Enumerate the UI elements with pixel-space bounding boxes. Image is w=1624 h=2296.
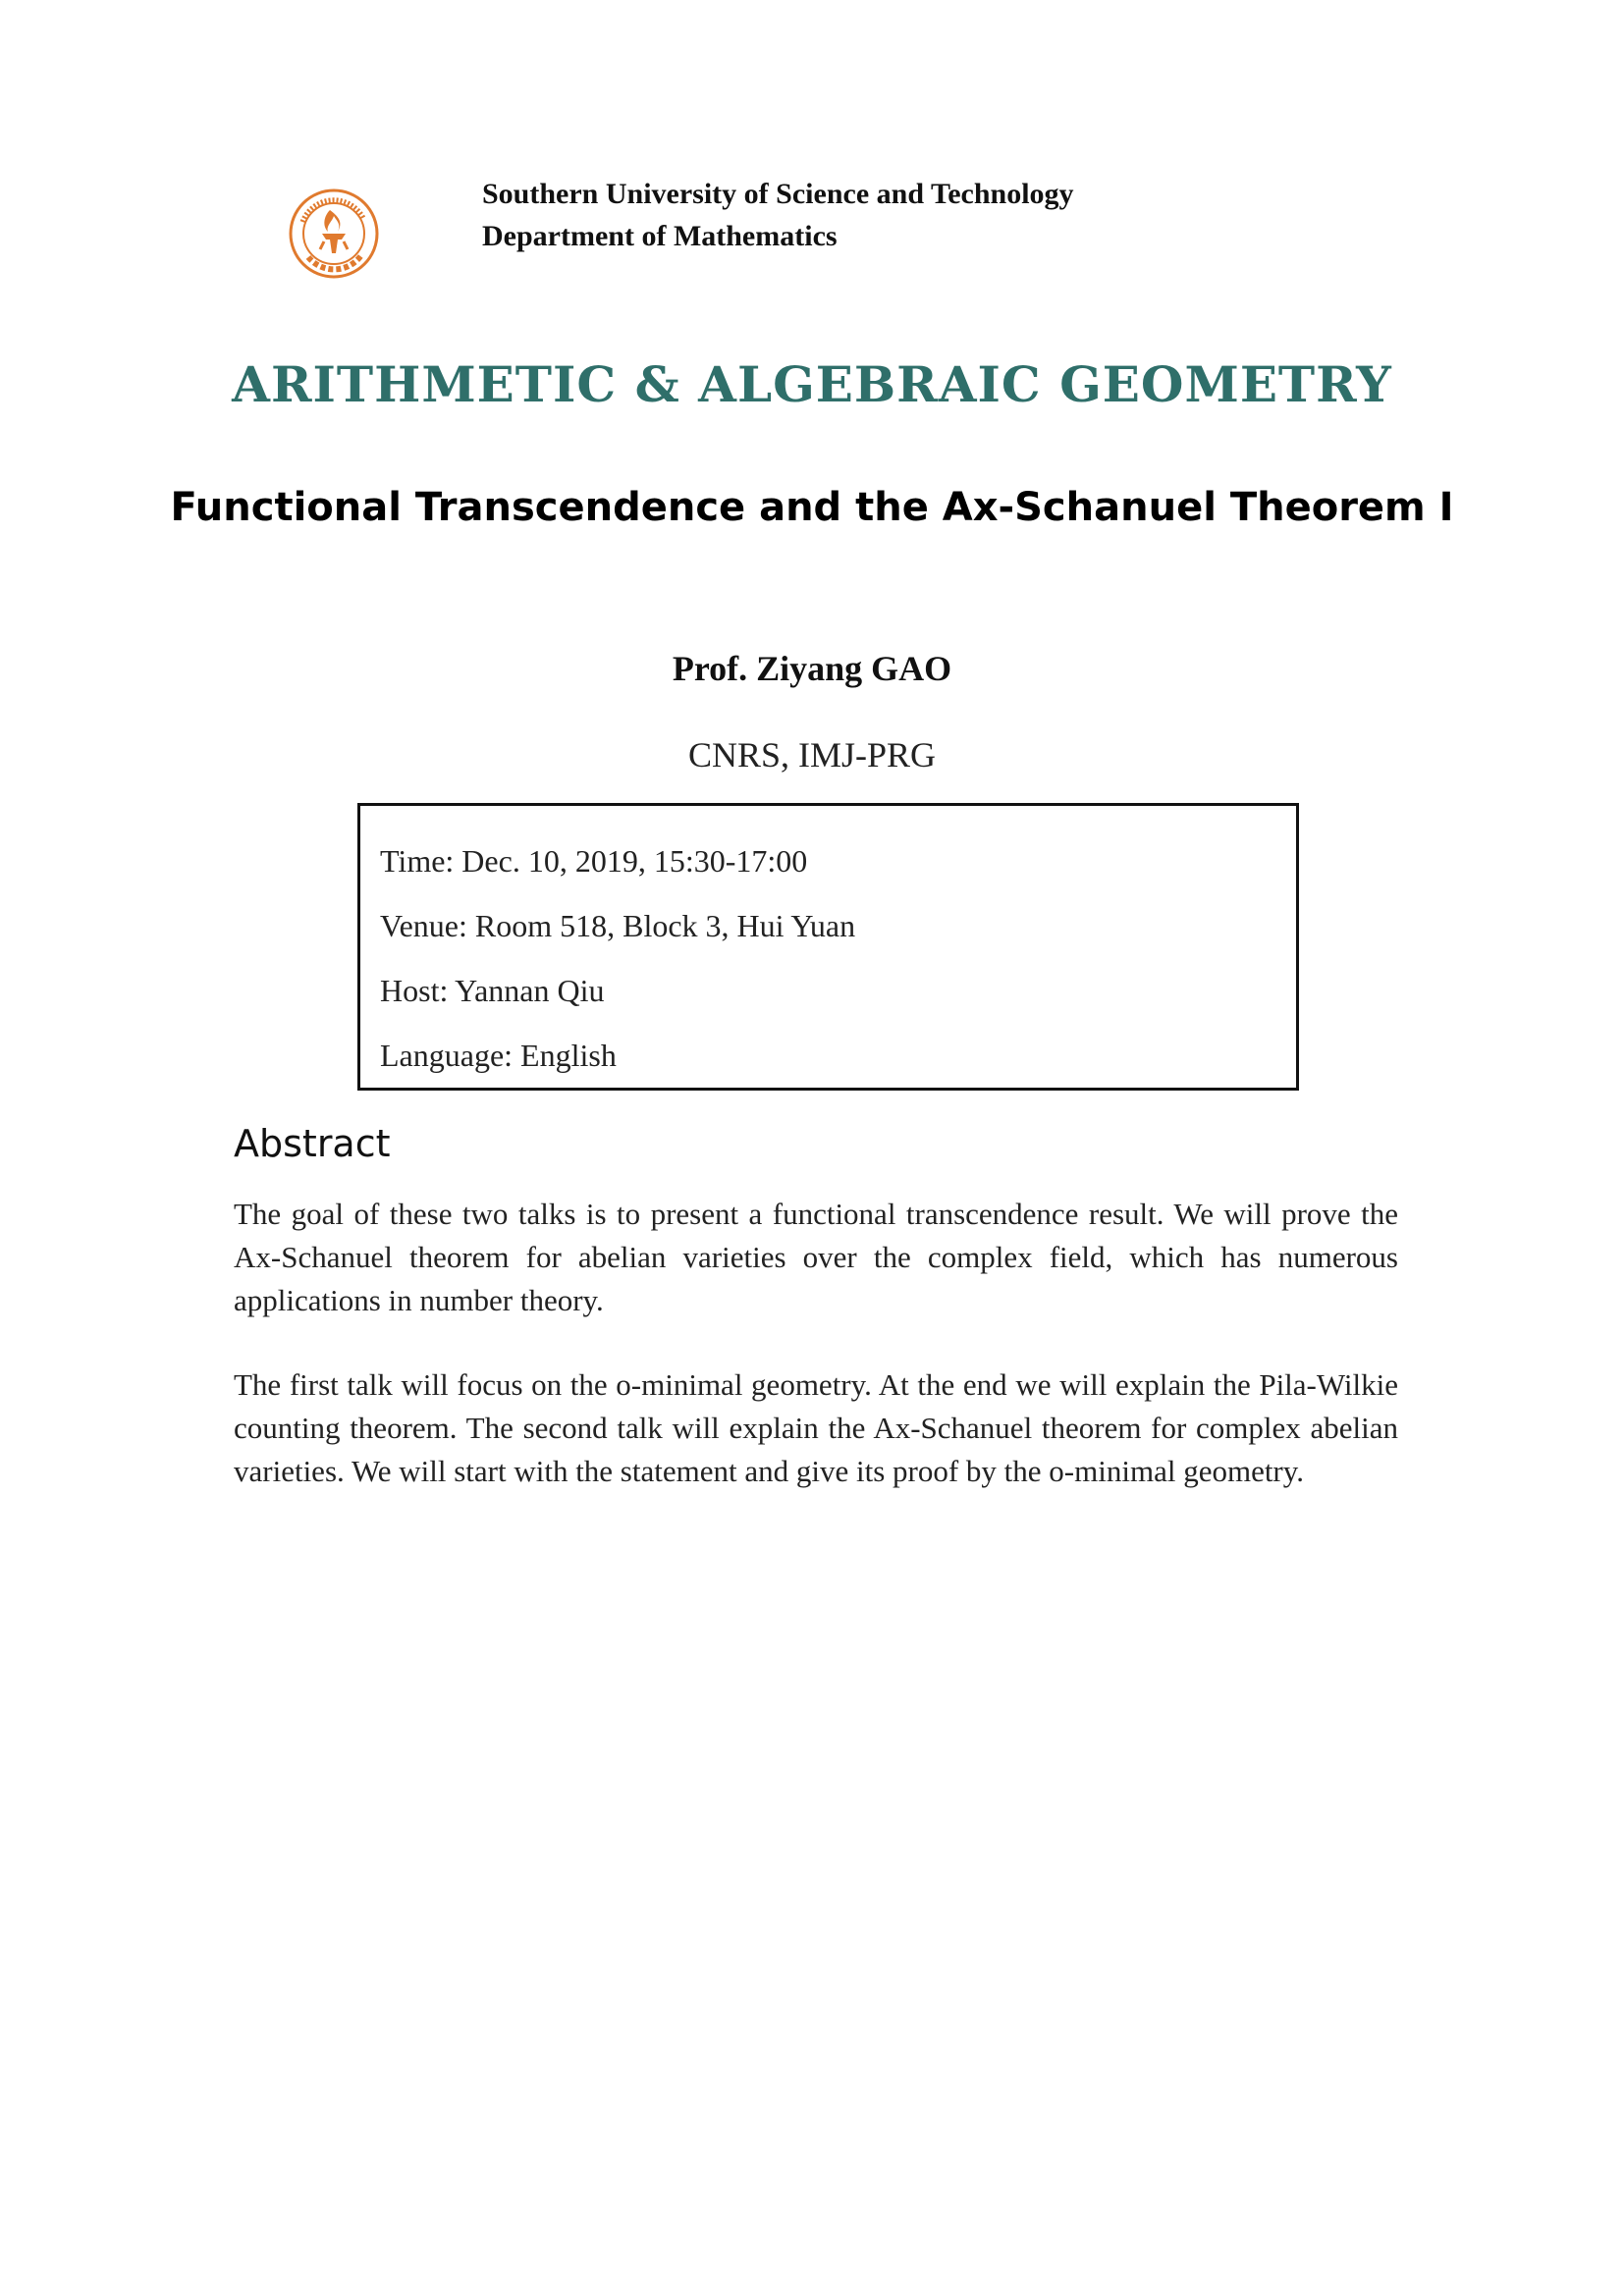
talk-title: Functional Transcendence and the Ax-Schanuel Theorem I <box>170 485 1454 530</box>
abstract-paragraph: The first talk will focus on the o-minimal geometry. At the end we will explain the Pila-Wilkie counting theorem. The second talk will explain the Ax-Schanuel theorem for complex abelian varieties. We will start with the statement and give its proof by the o-minimal geometry. <box>234 1367 1398 1488</box>
department-name: Department of Mathematics <box>482 220 838 252</box>
abstract-heading: Abstract <box>234 1122 391 1165</box>
event-time: Time: Dec. 10, 2019, 15:30-17:00 <box>380 843 808 879</box>
institution-header <box>482 173 1074 257</box>
event-details-box <box>357 803 1299 1091</box>
event-language: Language: English <box>380 1038 617 1073</box>
seminar-series-title: ARITHMETIC & ALGEBRAIC GEOMETRY <box>232 355 1392 413</box>
event-host: Host: Yannan Qiu <box>380 973 605 1008</box>
speaker-affiliation: CNRS, IMJ-PRG <box>687 735 937 774</box>
event-venue: Venue: Room 518, Block 3, Hui Yuan <box>380 908 856 943</box>
university-logo <box>287 188 381 279</box>
speaker-name: Prof. Ziyang GAO <box>672 649 952 688</box>
abstract-paragraph: The goal of these two talks is to present a functional transcendence result. We will prove the Ax-Schanuel theorem for abelian varieties over the complex field, which has numerous applications in number theory. <box>234 1197 1398 1317</box>
university-name: Southern University of Science and Technology <box>482 178 1074 210</box>
